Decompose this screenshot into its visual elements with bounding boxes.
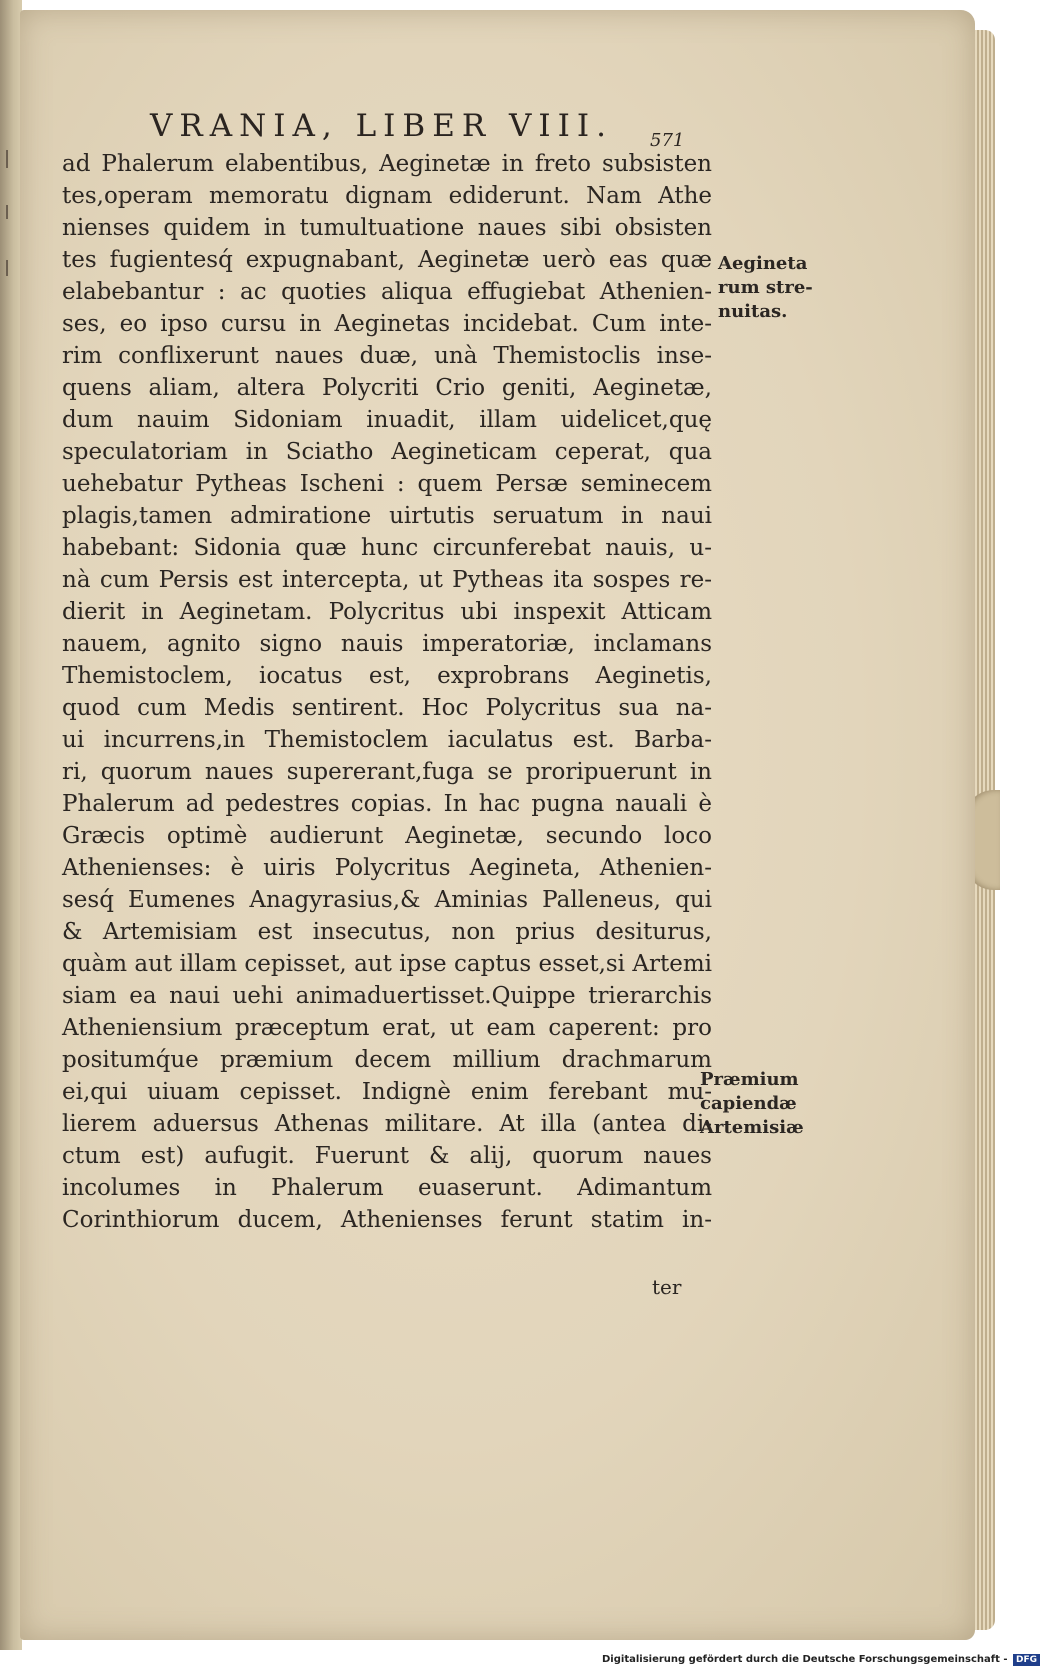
text-line: ui incurrens,in Themistoclem iaculatus est. Barba- xyxy=(62,727,712,753)
text-line: Græcis optimè audierunt Aeginetæ, secundo loco xyxy=(62,823,712,849)
body-text xyxy=(62,148,712,1236)
margin-note-line: Præmium xyxy=(700,1069,799,1090)
margin-note-line: capiendæ xyxy=(700,1093,797,1114)
text-line: nienses quidem in tumultuatione naues sibi obsisten xyxy=(62,215,712,241)
text-line: speculatoriam in Sciatho Aegineticam ceperat, qua xyxy=(62,439,712,465)
margin-note-line: rum stre- xyxy=(718,277,813,298)
text-line: ctum est) aufugit. Fuerunt & alij, quorum naues xyxy=(62,1143,712,1169)
text-line: Phalerum ad pedestres copias. In hac pugna nauali è xyxy=(62,791,712,817)
footer-text: Digitalisierung gefördert durch die Deutsche Forschungsgemeinschaft - xyxy=(602,1654,1008,1665)
text-line: lierem aduersus Athenas militare. At illa (antea di- xyxy=(62,1111,712,1137)
text-line: positumq́ue præmium decem millium drachmarum xyxy=(62,1047,712,1073)
edge-mark xyxy=(6,205,8,219)
text-line: ri, quorum naues supererant,fuga se proripuerunt in xyxy=(62,759,712,785)
text-line: siam ea naui uehi animaduertisset.Quippe trierarchis xyxy=(62,983,712,1009)
text-line: nà cum Persis est intercepta, ut Pytheas ita sospes re- xyxy=(62,567,712,593)
text-line: ei,qui uiuam cepisset. Indignè enim ferebant mu- xyxy=(62,1079,712,1105)
text-line: Themistoclem, iocatus est, exprobrans Aeginetis, xyxy=(62,663,712,689)
edge-mark xyxy=(6,150,8,168)
catchword: ter xyxy=(652,1275,682,1299)
margin-note-line: nuitas. xyxy=(718,301,788,322)
text-line: habebant: Sidonia quæ hunc circunferebat nauis, u- xyxy=(62,535,712,561)
text-line: Corinthiorum ducem, Athenienses ferunt statim in- xyxy=(62,1207,712,1233)
text-line: uehebatur Pytheas Ischeni : quem Persæ seminecem xyxy=(62,471,712,497)
text-line: quens aliam, altera Polycriti Crio geniti, Aeginetæ, xyxy=(62,375,712,401)
text-line: ses, eo ipso cursu in Aeginetas incidebat. Cum inte- xyxy=(62,311,712,337)
text-line: & Artemisiam est insecutus, non prius desiturus, xyxy=(62,919,712,945)
margin-note-line: Aegineta xyxy=(718,253,808,274)
text-line: dierit in Aeginetam. Polycritus ubi inspexit Atticam xyxy=(62,599,712,625)
text-line: nauem, agnito signo nauis imperatoriæ, inclamans xyxy=(62,631,712,657)
text-line: Athenienses: è uiris Polycritus Aegineta, Athenien- xyxy=(62,855,712,881)
page-number: 571 xyxy=(650,130,685,151)
text-line: elabebantur : ac quoties aliqua effugiebat Athenien- xyxy=(62,279,712,305)
dfg-logo: DFG xyxy=(1013,1654,1040,1666)
digitization-footer xyxy=(602,1654,1038,1670)
text-line: ad Phalerum elabentibus, Aeginetæ in freto subsisten xyxy=(62,151,712,177)
text-line: incolumes in Phalerum euaserunt. Adimantum xyxy=(62,1175,712,1201)
text-line: Atheniensium præceptum erat, ut eam caperent: pro xyxy=(62,1015,712,1041)
text-line: quàm aut illam cepisset, aut ipse captus esset,si Artemi xyxy=(62,951,712,977)
text-line: quod cum Medis sentirent. Hoc Polycritus sua na- xyxy=(62,695,712,721)
text-line: tes,operam memoratu dignam ediderunt. Nam Athe xyxy=(62,183,712,209)
text-line: rim conflixerunt naues duæ, unà Themistoclis inse- xyxy=(62,343,712,369)
text-line: plagis,tamen admiratione uirtutis seruatum in naui xyxy=(62,503,712,529)
margin-note-praemium xyxy=(700,1068,804,1140)
text-line: sesq́ Eumenes Anagyrasius,& Aminias Palleneus, qui xyxy=(62,887,712,913)
text-line: tes fugientesq́ expugnabant, Aeginetæ uerò eas quæ xyxy=(62,247,712,273)
margin-note-line: Artemisiæ xyxy=(700,1117,804,1138)
text-line: dum nauim Sidoniam inuadit, illam uidelicet,quę xyxy=(62,407,712,433)
edge-mark xyxy=(6,260,8,276)
binding-edge xyxy=(0,0,22,1650)
margin-note-aeginetarum xyxy=(718,252,813,324)
running-title: VRANIA, LIBER VIII. xyxy=(150,108,613,144)
